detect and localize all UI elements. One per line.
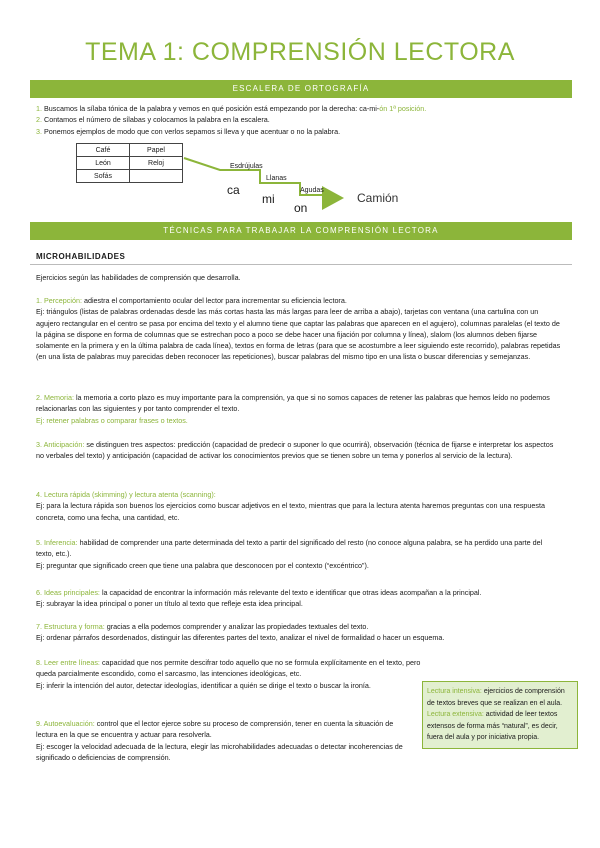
section-memoria: 2. Memoria: la memoria a corto plazo es muy importante para la comprensión, ya que si no somos capaces de retener las palabras que hemos leído no podemos relacionarlas con las siguientes y por tanto comprender el texto. Ej: retener palabras o comparar frases o textos. — [36, 393, 550, 425]
section-estructura: 7. Estructura y forma: gracias a ella podemos comprender y analizar las propiedades textuales del texto. Ej: ordenar párrafos desordenados, distinguir las diferentes partes del texto, analizar el nivel de formalidad o hacer un esquema. — [36, 622, 445, 643]
section-inferencia: 5. Inferencia: habilidad de comprender una parte determinada del texto a partir del significado del resto (no conoce alguna palabra, se ha perdido una parte del texto, etc.). Ej: preguntar que significado creen que tiene una palabra que desconocen por el contexto (“excéntrico”). — [36, 538, 543, 570]
lectura-note-box: Lectura intensiva: ejercicios de comprensión de textos breves que se realizan en el aula. Lectura extensiva: actividad de leer textos extensos de forma más “natural”, es decir, fuera del aula y por iniciativa propia. — [422, 681, 578, 749]
section-anticipacion: 3. Anticipación: se distinguen tres aspectos: predicción (capacidad de predecir o suponer lo que ocurrirá), observación (técnica de fijarse e interpretar los aspectos no verbales del texto) y anticipación (capacidad de activar los conocimientos previos que se tienen sobre un tema y ponerlos al servicio de la lectura). — [36, 440, 554, 461]
microhabilidades-heading: MICROHABILIDADES — [36, 252, 126, 261]
syllable-1: ca — [227, 183, 240, 197]
label-esdrujulas: Esdrújulas — [230, 163, 263, 170]
section-bar-tecnicas: TÉCNICAS PARA TRABAJAR LA COMPRENSIÓN LECTORA — [30, 222, 572, 240]
step-1: 1. Buscamos la sílaba tónica de la palabra y vemos en qué posición está empezando por la derecha: ca-mi-ón 1ª posición. — [36, 104, 427, 113]
syllable-3: on — [294, 201, 308, 215]
result-word: Camión — [357, 191, 399, 205]
label-agudas: Agudas — [300, 187, 324, 194]
stair-diagram — [0, 0, 600, 230]
step-3: 3. Ponemos ejemplos de modo que con verlos sepamos si lleva y que acentuar o no la palabra. — [36, 126, 341, 136]
section-leer-entre-lineas: 8. Leer entre líneas: capacidad que nos permite descifrar todo aquello que no se formula explícitamente en el texto, pero queda parcialmente escondido, como el sarcasmo, las intenciones ideológicas, etc. Ej: inferir la intención del autor, detectar ideologías, identificar a quién se dirige el texto o buscar la ironía. — [36, 658, 421, 690]
section-percepcion: 1. Percepción: adiestra el comportamiento ocular del lector para incrementar su eficiencia lectora. Ej: triángulos (listas de palabras ordenadas desde las más cortas hasta las más largas para leer de arriba a abajo), tarjetas con ventana (una cartulina con un agujero rectangular en el centro se pasa por encima del texto y el alumno tiene que captar las palabras que aparecen en el agujero), columnas paralelas (el texto de la página se dispone en forma de columnas que se estrechan poco a poco se debe hacer una fijación por columna y línea), slalom (los alumnos deben fijarse solamente en la primera y en la última palabra de cada línea), textos en forma de letras (para que se acostumbre a leer siguiendo este recorrido), palabras repetidas (en una lista de palabras muy parecidas deben reconocer las repeticiones), buscar palabras del mismo tipo en una lista o buscar diferencias y semejanzas. — [36, 296, 561, 362]
page-title: TEMA 1: COMPRENSIÓN LECTORA — [85, 38, 515, 66]
examples-table: Café Papel León Reloj Sofás — [76, 143, 183, 183]
section-ideas-principales: 6. Ideas principales: la capacidad de encontrar la información más relevante del texto e identificar que otras ideas acompañan a la principal. Ej: subrayar la idea principal o poner un título al texto que refleje esta idea principal. — [36, 588, 482, 609]
label-llanas: Llanas — [266, 175, 287, 182]
section-bar-ortografia: ESCALERA DE ORTOGRAFÍA — [30, 80, 572, 98]
section-autoevaluacion: 9. Autoevaluación: control que el lector ejerce sobre su proceso de comprensión, tener en cuenta la situación de lectura en la que se encuentra y actuar para resolverla. Ej: escoger la velocidad adecuada de la lectura, elegir las microhabilidades adecuadas o detectar incoherencias de significado o deficiencias de comprensión. — [36, 719, 403, 762]
divider — [30, 264, 572, 265]
section-lectura-rapida: 4. Lectura rápida (skimming) y lectura atenta (scanning): Ej: para la lectura rápida son buenos los ejercicios como buscar adjetivos en el texto, mientras que para la lectura atenta haremos preguntas con una respuesta concreta, como una fecha, una cantidad, etc. — [36, 490, 546, 522]
step-2: 2. Contamos el número de sílabas y colocamos la palabra en la escalera. — [36, 115, 270, 125]
intro-text: Ejercicios según las habilidades de comprensión que desarrolla. — [36, 273, 241, 282]
syllable-2: mi — [262, 192, 275, 206]
